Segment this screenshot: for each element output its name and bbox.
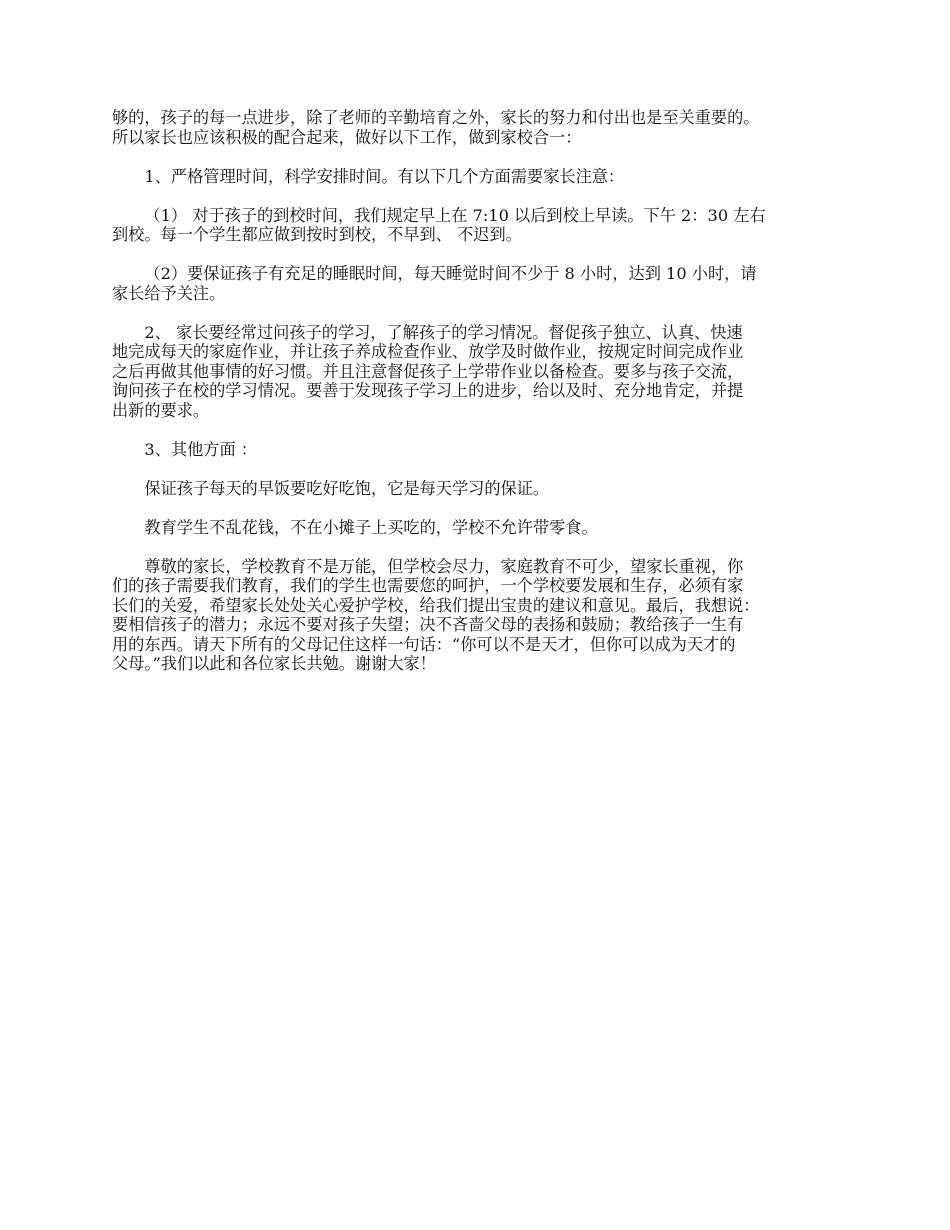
paragraph-breakfast bbox=[112, 479, 842, 499]
text-line: 家长给予关注。 bbox=[112, 283, 226, 303]
text-line: 1、严格管理时间，科学安排时间。有以下几个方面需要家长注意： bbox=[144, 166, 625, 186]
paragraph-point-2 bbox=[112, 323, 842, 421]
text-line: 所以家长也应该积极的配合起来，做好以下工作，做到家校合一： bbox=[112, 127, 582, 147]
paragraph-subpoint-2 bbox=[112, 264, 842, 303]
text-line: 尊敬的家长，学校教育不是万能，但学校会尽力，家庭教育不可少，望家长重视，你 bbox=[144, 556, 744, 576]
paragraph-intro bbox=[112, 108, 842, 147]
text-line: （2）要保证孩子有充足的睡眠时间，每天睡觉时间不少于 8 小时，达到 10 小时，请 bbox=[144, 264, 757, 283]
text-line: 到校。每一个学生都应做到按时到校，不早到、 不迟到。 bbox=[112, 225, 522, 244]
text-line: 保证孩子每天的早饭要吃好吃饱，它是每天学习的保证。 bbox=[144, 478, 550, 498]
text-line: 教育学生不乱花钱，不在小摊子上买吃的，学校不允许带零食。 bbox=[144, 517, 598, 537]
text-line: 2、 家长要经常过问孩子的学习，了解孩子的学习情况。督促孩子独立、认真、快速 bbox=[144, 322, 743, 342]
text-line: 地完成每天的家庭作业，并让孩子养成检查作业、放学及时做作业，按规定时间完成作业 bbox=[112, 342, 744, 361]
text-line: 询问孩子在校的学习情况。要善于发现孩子学习上的进步，给以及时、充分地肯定，并提 bbox=[112, 381, 744, 400]
paragraph-subpoint-1 bbox=[112, 206, 842, 245]
text-line: 长们的关爱，希望家长处处关心爱护学校，给我们提出宝贵的建议和意见。最后，我想说： bbox=[112, 595, 760, 615]
paragraph-point-1 bbox=[112, 167, 842, 187]
document-body bbox=[112, 108, 842, 693]
text-line: 出新的要求。 bbox=[112, 400, 210, 420]
text-line: 们的孩子需要我们教育，我们的学生也需要您的呵护，一个学校要发展和生存，必须有家 bbox=[112, 576, 744, 595]
text-line: 父母。”我们以此和各位家长共勉。谢谢大家！ bbox=[112, 654, 436, 673]
text-line: （1） 对于孩子的到校时间，我们规定早上在 7:10 以后到校上早读。下午 2：30 左右 bbox=[144, 205, 766, 225]
text-line: 3、其他方面 ： bbox=[144, 439, 257, 459]
paragraph-point-3 bbox=[112, 440, 842, 460]
text-line: 要相信孩子的潜力；永远不要对孩子失望；决不吝啬父母的表扬和鼓励；教给孩子一生有 bbox=[112, 615, 744, 634]
paragraph-spending bbox=[112, 518, 842, 538]
paragraph-closing bbox=[112, 557, 842, 674]
text-line: 够的，孩子的每一点进步，除了老师的辛勤培育之外，家长的努力和付出也是至关重要的。 bbox=[112, 108, 760, 127]
text-line: 之后再做其他事情的好习惯。并且注意督促孩子上学带作业以备检查。要多与孩子交流， bbox=[112, 361, 744, 381]
text-line: 用的东西。请天下所有的父母记住这样一句话：“你可以不是天才，但你可以成为天才的 bbox=[112, 634, 736, 654]
